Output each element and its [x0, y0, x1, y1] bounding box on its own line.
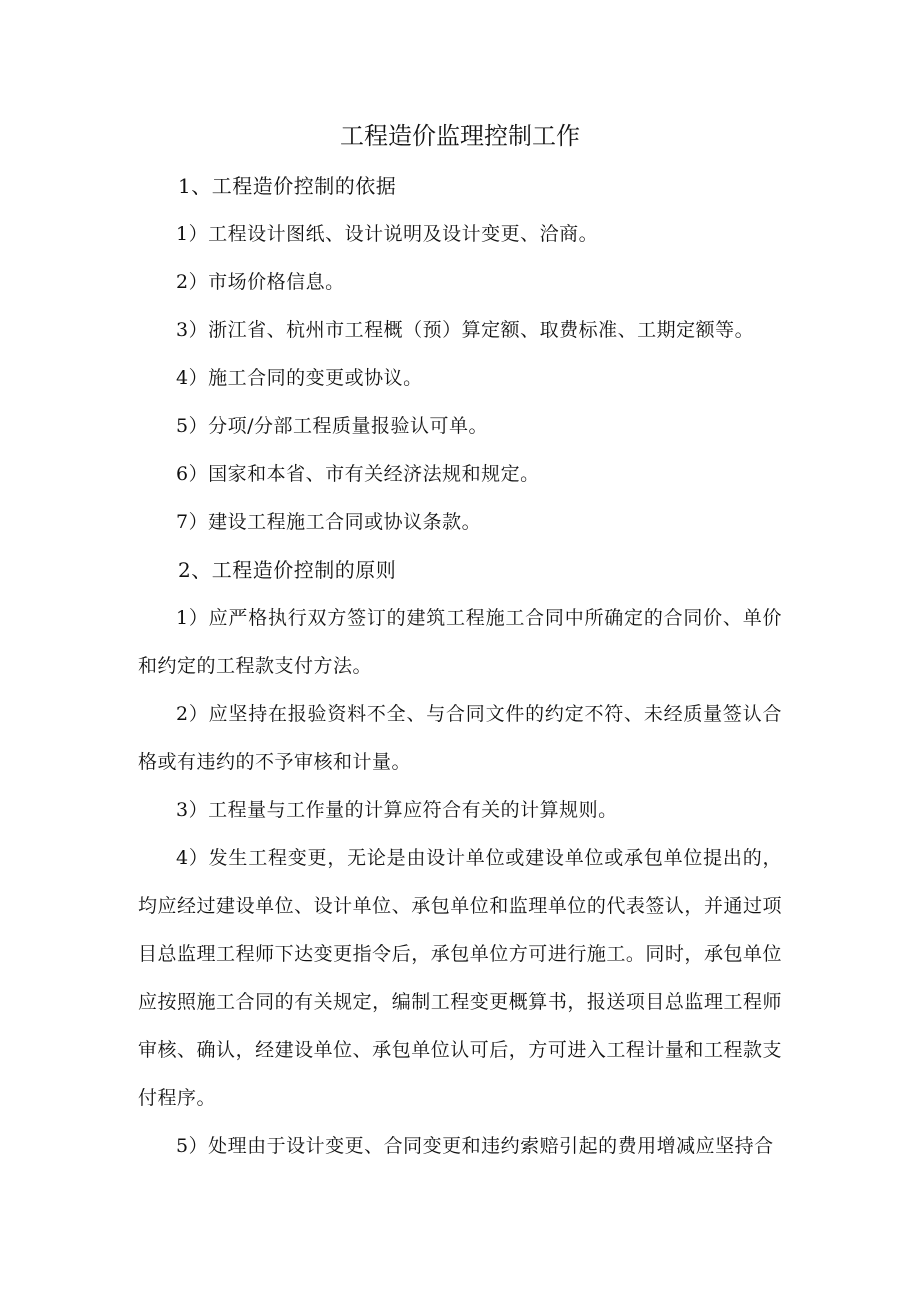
basis-item-4: 4）施工合同的变更或协议。: [176, 367, 423, 389]
basis-item-3: 3）浙江省、杭州市工程概（预）算定额、取费标准、工期定额等。: [176, 319, 755, 341]
principle-item-2: 2）应坚持在报验资料不全、与合同文件的约定不符、未经质量签认合格或有违约的不予审核和计量。: [138, 703, 782, 773]
basis-item-1: 1）工程设计图纸、设计说明及设计变更、洽商。: [176, 223, 599, 245]
document-title: 工程造价监理控制工作: [340, 122, 580, 150]
section-heading-principles: 2、工程造价控制的原则: [178, 558, 397, 582]
basis-item-6: 6）国家和本省、市有关经济法规和规定。: [176, 463, 540, 485]
principle-item-3: 3）工程量与工作量的计算应符合有关的计算规则。: [176, 799, 618, 821]
principle-item-5: 5）处理由于设计变更、合同变更和违约索赔引起的费用增减应坚持合: [176, 1135, 774, 1157]
principle-item-4: 4）发生工程变更，无论是由设计单位或建设单位或承包单位提出的，均应经过建设单位、设计单位、承包单位和监理单位的代表签认，并通过项目总监理工程师下达变更指令后，承包单位方可进行施工。同时，承包单位应按照施工合同的有关规定，编制工程变更概算书，报送项目总监理工程师审核、确认，经建设单位、承包单位认可后，方可进入工程计量和工程款支付程序。: [138, 847, 782, 1109]
basis-item-2: 2）市场价格信息。: [176, 271, 345, 293]
basis-item-5: 5）分项/分部工程质量报验认可单。: [176, 415, 488, 437]
principle-item-1: 1）应严格执行双方签订的建筑工程施工合同中所确定的合同价、单价和约定的工程款支付方法。: [138, 607, 782, 677]
basis-item-7: 7）建设工程施工合同或协议条款。: [176, 511, 482, 533]
section-heading-basis: 1、工程造价控制的依据: [178, 174, 397, 198]
